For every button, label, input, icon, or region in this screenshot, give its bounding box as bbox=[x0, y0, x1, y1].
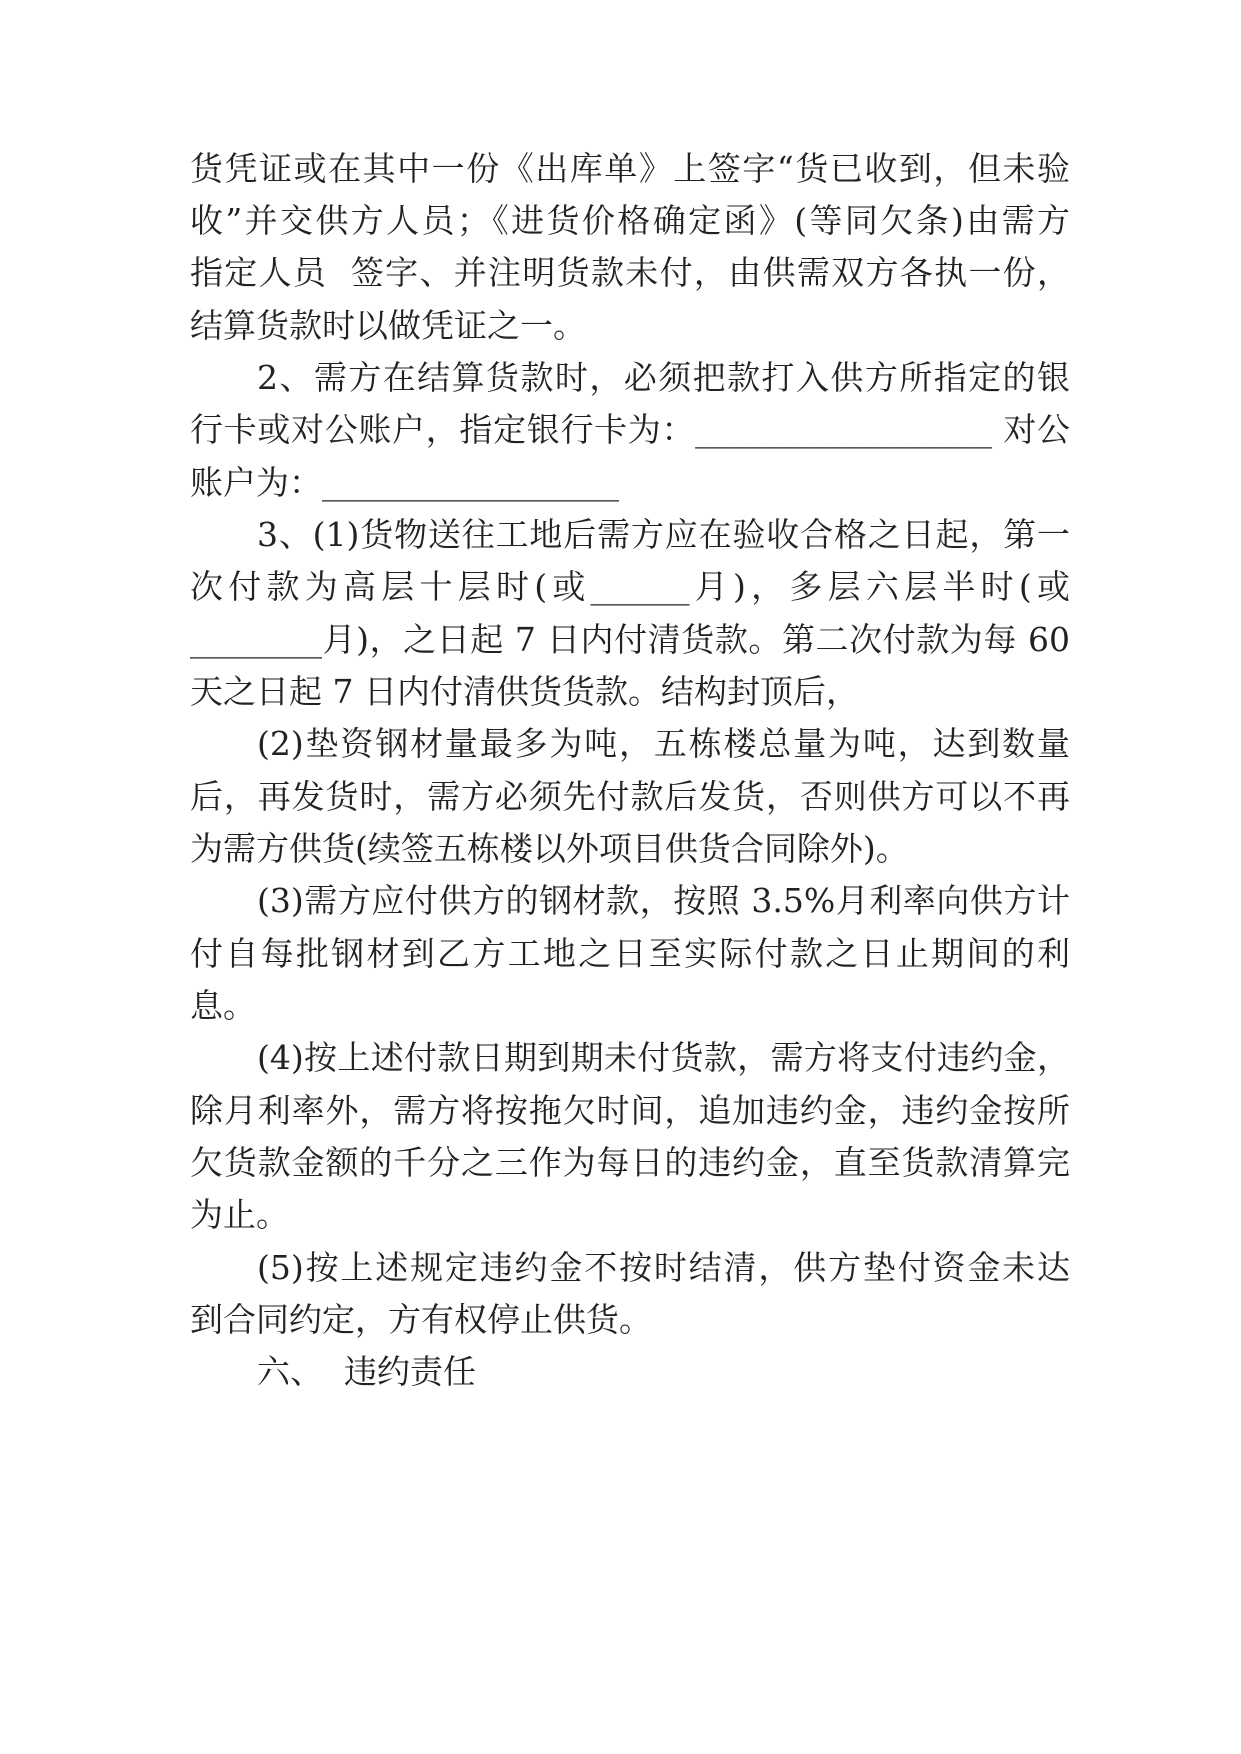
clause-3-first-line: (3)需方应付供方的钢材款，按照 3.5%月利率向供方计 bbox=[257, 881, 1070, 920]
clause-2-first-line: (2)垫资钢材量最多为吨，五栋楼总量为吨，达到数量 bbox=[257, 724, 1070, 763]
text-line: 为需方供货(续签五栋楼以外项目供货合同除外)。 bbox=[190, 829, 909, 868]
clause-4-first-line: (4)按上述付款日期到期未付货款，需方将支付违约金， bbox=[257, 1038, 1070, 1077]
text-line: 天之日起 7 日内付清供货货款。结构封顶后， bbox=[190, 672, 859, 711]
text-line: 收”并交供方人员；《进货价格确定函》(等同欠条)由需方 bbox=[190, 201, 1070, 240]
clause-5-first-line: (5)按上述规定违约金不按时结清，供方垫付资金未达 bbox=[257, 1248, 1070, 1287]
section-heading: 六、 违约责任 bbox=[257, 1352, 476, 1391]
text-line: 付自每批钢材到乙方工地之日至实际付款之日止期间的利 bbox=[190, 934, 1070, 973]
text-line: 指定人员 签字、并注明货款未付，由供需双方各执一份， bbox=[190, 253, 1070, 292]
paragraph-2-first-line: 2、需方在结算货款时，必须把款打入供方所指定的银 bbox=[257, 358, 1070, 397]
text-line: 到合同约定，方有权停止供货。 bbox=[190, 1300, 652, 1339]
text-line: 息。 bbox=[190, 986, 256, 1025]
text-line: 结算货款时以做凭证之一。 bbox=[190, 306, 586, 345]
text-line: 行卡或对公账户，指定银行卡为：__________________ 对公 bbox=[190, 410, 1070, 449]
text-line: 次付款为高层十层时(或______月)，多层六层半时(或 bbox=[190, 567, 1070, 606]
paragraph-3-first-line: 3、(1)货物送往工地后需方应在验收合格之日起，第一 bbox=[257, 515, 1070, 554]
text-line: 货凭证或在其中一份《出库单》上签字“货已收到，但未验 bbox=[190, 149, 1070, 188]
text-line: 后，再发货时，需方必须先付款后发货，否则供方可以不再 bbox=[190, 777, 1070, 816]
text-line: 欠货款金额的千分之三作为每日的违约金，直至货款清算完 bbox=[190, 1143, 1070, 1182]
text-line: 为止。 bbox=[190, 1195, 289, 1234]
text-line: 除月利率外，需方将按拖欠时间，追加违约金，违约金按所 bbox=[190, 1091, 1070, 1130]
text-line: 账户为：__________________ bbox=[190, 463, 619, 502]
text-line: ________月)，之日起 7 日内付清货款。第二次付款为每 60 bbox=[190, 620, 1070, 659]
